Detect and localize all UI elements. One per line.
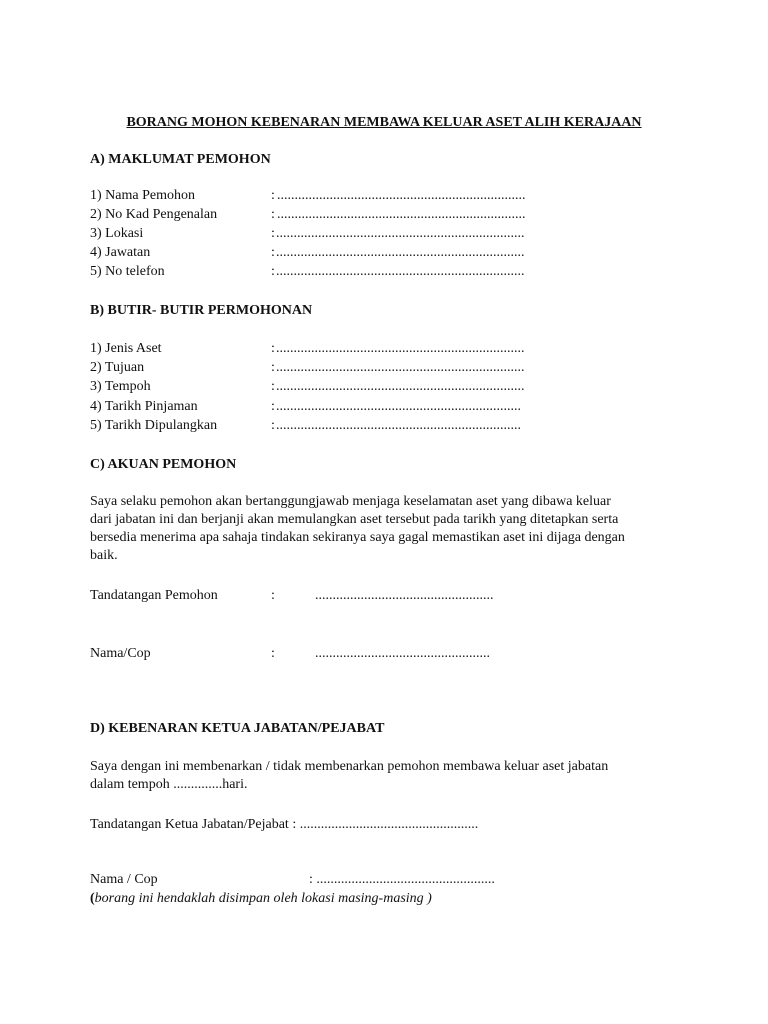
field-colon: : — [271, 399, 275, 414]
section-d-heading: D) KEBENARAN KETUA JABATAN/PEJABAT — [90, 721, 385, 736]
paragraph-line: dari jabatan ini dan berjanji akan memulangkan aset tersebut pada tarikh yang ditetapkan serta — [90, 512, 619, 527]
field-dots[interactable]: ....................................................................... — [277, 188, 526, 203]
section-b-heading: B) BUTIR- BUTIR PERMOHONAN — [90, 303, 313, 318]
field-colon: : — [271, 341, 275, 356]
field-label: 1) Jenis Aset — [90, 341, 162, 356]
signature-colon: : — [271, 588, 275, 603]
field-colon: : — [271, 379, 275, 394]
name-stamp-label: Nama / Cop — [90, 872, 158, 887]
paragraph-line: bersedia menerima apa sahaja tindakan sekiranya saya gagal memastikan aset ini dijaga dengan — [90, 530, 625, 545]
field-dots[interactable]: ....................................................................... — [277, 207, 526, 222]
field-label: 1) Nama Pemohon — [90, 188, 195, 203]
name-stamp-colon: : — [271, 646, 275, 661]
field-dots[interactable]: ...................................................................... — [276, 418, 521, 433]
field-dots[interactable]: ....................................................................... — [276, 360, 525, 375]
field-dots[interactable]: ....................................................................... — [276, 379, 525, 394]
section-c-heading: C) AKUAN PEMOHON — [90, 457, 237, 472]
note-text: borang ini hendaklah disimpan oleh lokasi masing-masing ) — [94, 891, 432, 906]
field-label: 3) Tempoh — [90, 379, 151, 394]
field-label: 4) Tarikh Pinjaman — [90, 399, 198, 414]
field-colon: : — [271, 360, 275, 375]
field-label: 2) No Kad Pengenalan — [90, 207, 218, 222]
field-colon: : — [271, 264, 275, 279]
section-a-heading: A) MAKLUMAT PEMOHON — [90, 152, 271, 167]
signature-dots[interactable]: ................................................... — [315, 588, 494, 603]
signature-label: Tandatangan Pemohon — [90, 588, 218, 603]
storage-note — [90, 889, 432, 908]
paragraph-line: Saya dengan ini membenarkan / tidak membenarkan pemohon membawa keluar aset jabatan — [90, 759, 609, 774]
field-dots[interactable]: ....................................................................... — [276, 341, 525, 356]
paragraph-line: baik. — [90, 548, 118, 563]
field-dots[interactable]: ....................................................................... — [276, 245, 525, 260]
field-dots[interactable]: ....................................................................... — [276, 226, 525, 241]
field-colon: : — [271, 245, 275, 260]
approval-paragraph — [90, 758, 690, 794]
field-dots[interactable]: ...................................................................... — [276, 399, 521, 414]
note-open-paren: ( — [90, 891, 95, 906]
name-stamp-label: Nama/Cop — [90, 646, 151, 661]
field-label: 2) Tujuan — [90, 360, 145, 375]
field-label: 3) Lokasi — [90, 226, 144, 241]
name-stamp-dots[interactable]: .................................................. — [315, 646, 490, 661]
field-label: 5) No telefon — [90, 264, 165, 279]
field-label: 4) Jawatan — [90, 245, 151, 260]
paragraph-line: Saya selaku pemohon akan bertanggungjawab menjaga keselamatan aset yang dibawa keluar — [90, 494, 611, 509]
field-colon: : — [271, 418, 275, 433]
field-colon: : — [271, 188, 275, 203]
field-dots[interactable]: ....................................................................... — [276, 264, 525, 279]
field-colon: : — [271, 226, 275, 241]
paragraph-line: dalam tempoh ..............hari. — [90, 777, 248, 792]
declaration-paragraph — [90, 493, 690, 565]
field-colon: : — [271, 207, 275, 222]
form-title: BORANG MOHON KEBENARAN MEMBAWA KELUAR ASET ALIH KERAJAAN — [126, 115, 642, 130]
field-label: 5) Tarikh Dipulangkan — [90, 418, 218, 433]
head-signature-row[interactable]: Tandatangan Ketua Jabatan/Pejabat : ................................................... — [90, 817, 479, 832]
name-stamp-dots[interactable]: : ................................................... — [309, 872, 495, 887]
